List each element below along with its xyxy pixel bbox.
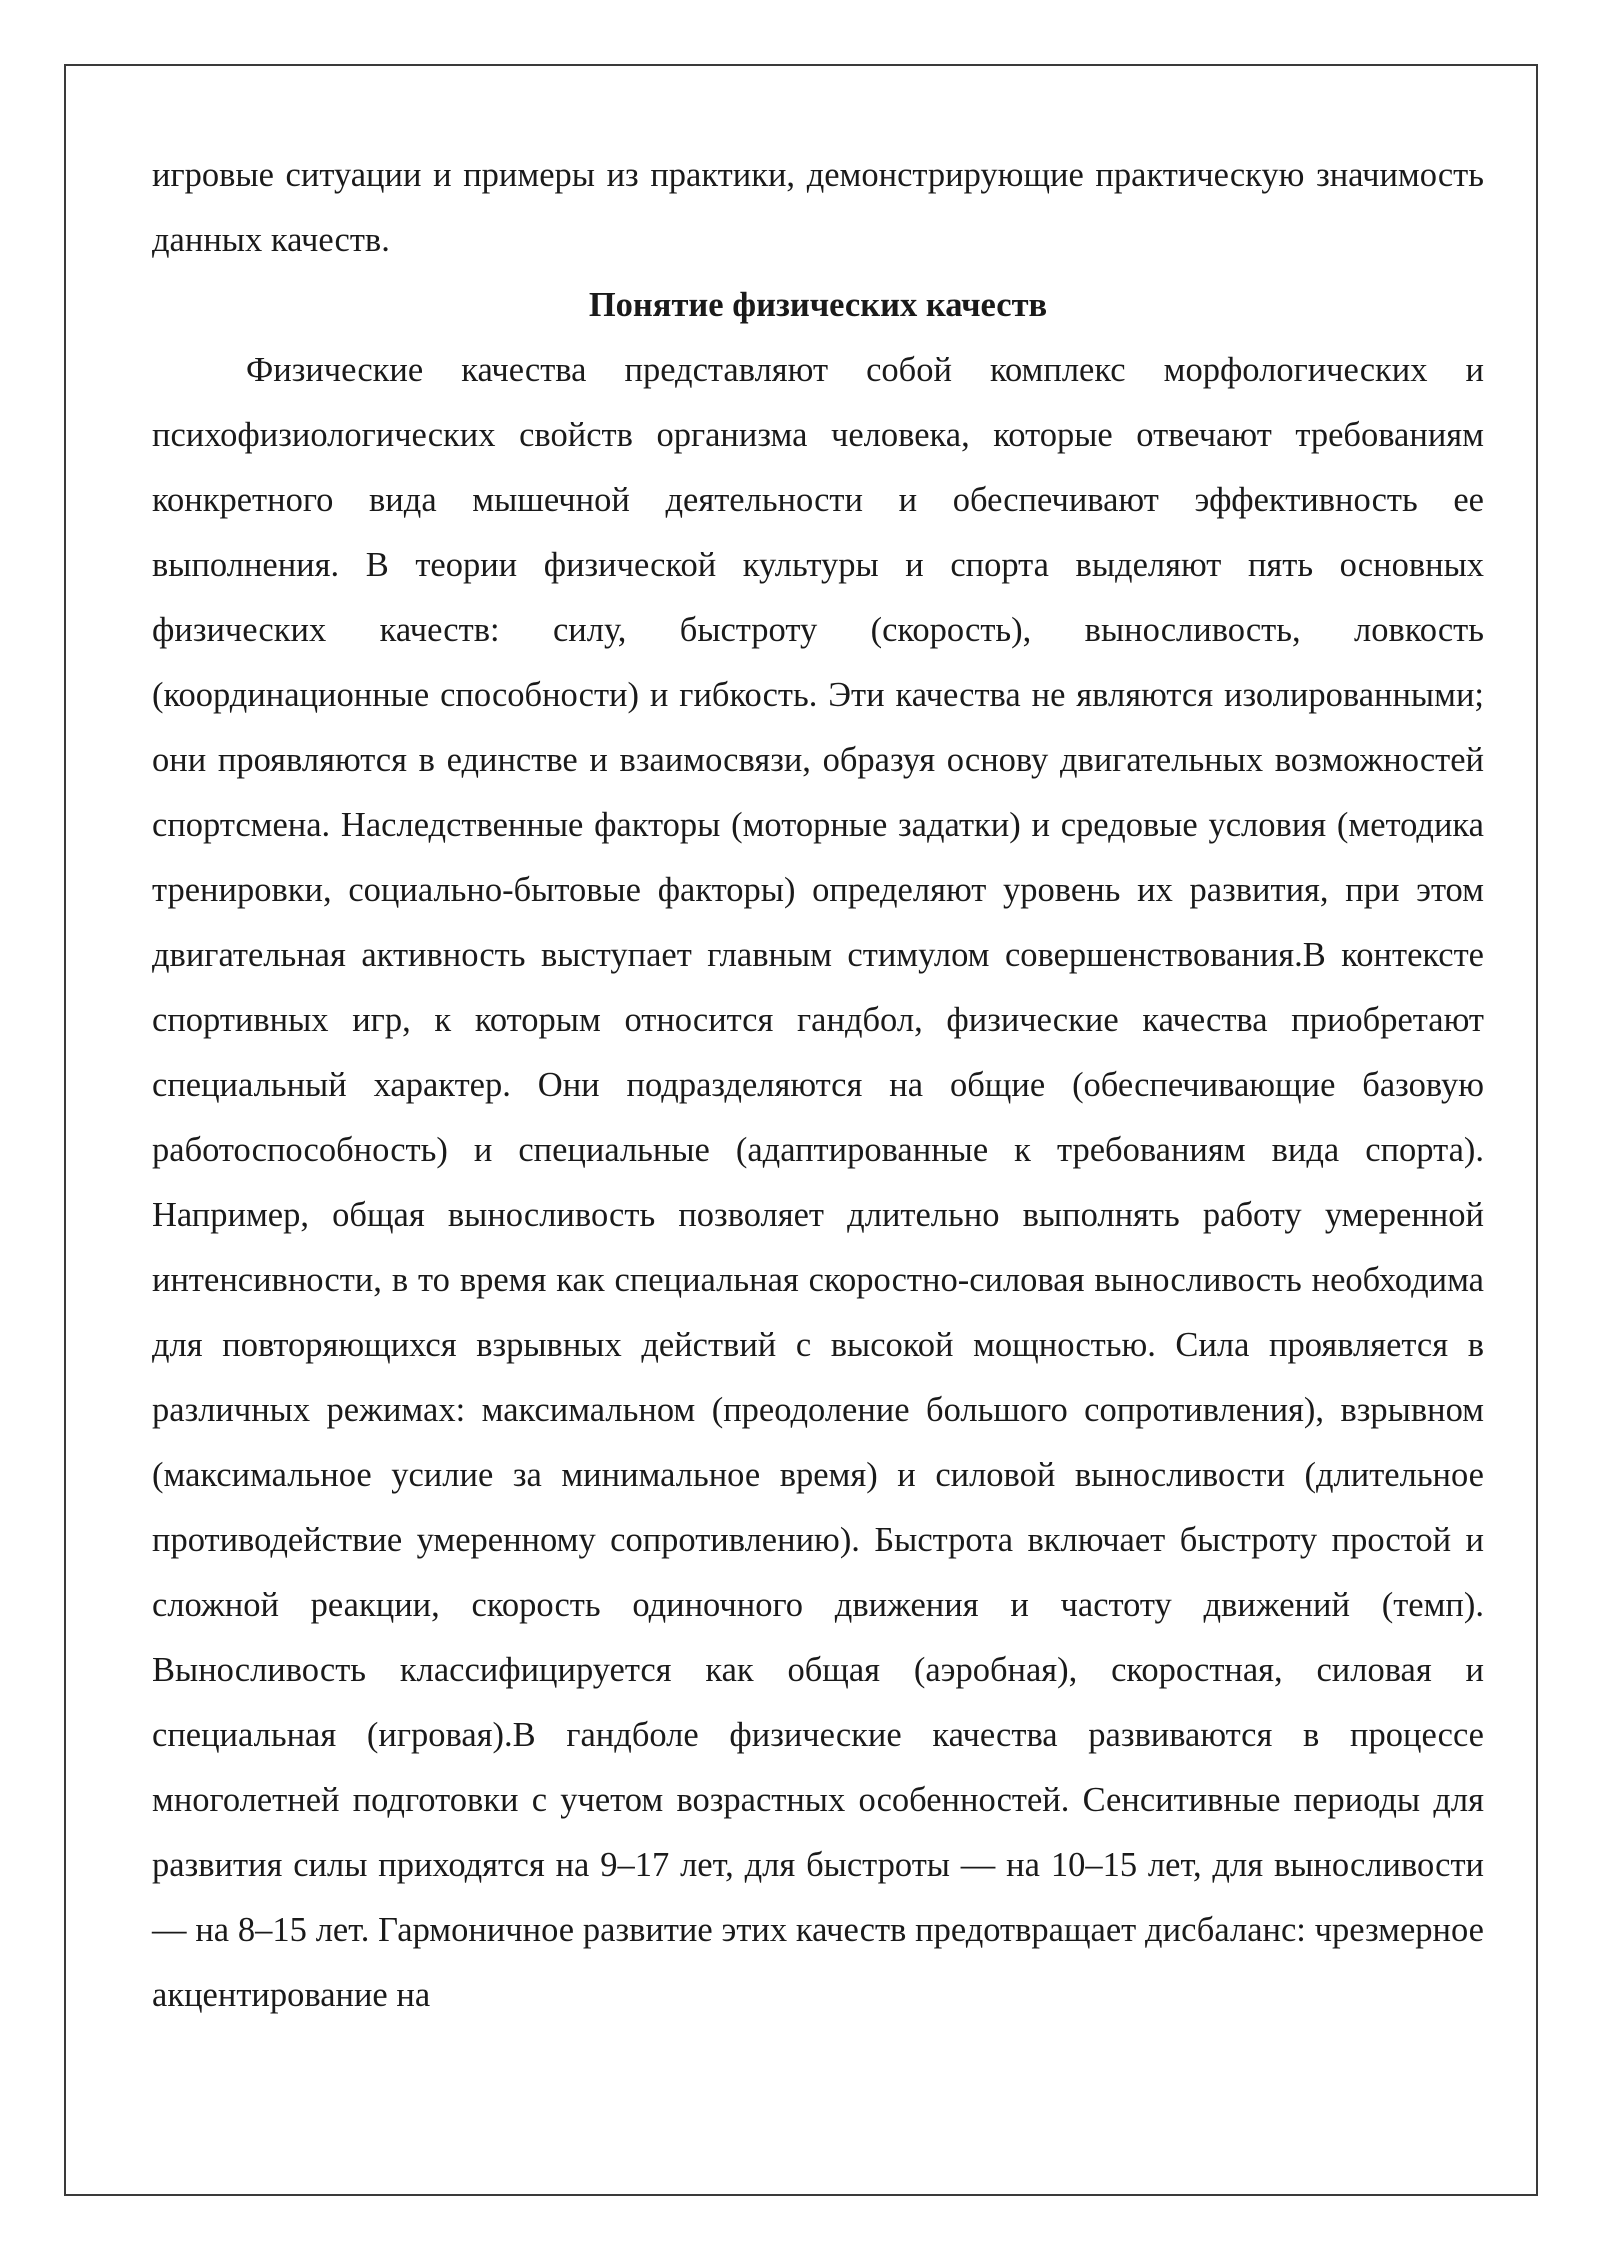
body-paragraph: Физические качества представляют собой комплекс морфологических и психофизиологических свойств организма человека, которые отвечают требованиям конкретного вида мышечной деятельности и обеспечивают эффективность ее выполнения. В теории физической культуры и спорта выделяют пять основных физических качеств: силу, быстроту (скорость), выносливость, ловкость (координационные способности) и гибкость. Эти качества не являются изолированными; они проявляются в единстве и взаимосвязи, образуя основу двигательных возможностей спортсмена. Наследственные факторы (моторные задатки) и средовые условия (методика тренировки, социально-бытовые факторы) определяют уровень их развития, при этом двигательная активность выступает главным стимулом совершенствования.В контексте спортивных игр, к которым относится гандбол, физические качества приобретают специальный характер. Они подразделяются на общие (обеспечивающие базовую работоспособность) и специальные (адаптированные к требованиям вида спорта). Например, общая выносливость позволяет длительно выполнять работу умеренной интенсивности, в то время как специальная скоростно-силовая выносливость необходима для повторяющихся взрывных действий с высокой мощностью. Сила проявляется в различных режимах: максимальном (преодоление большого сопротивления), взрывном (максимальное усилие за минимальное время) и силовой выносливости (длительное противодействие умеренному сопротивлению). Быстрота включает быстроту простой и сложной реакции, скорость одиночного движения и частоту движений (темп). Выносливость классифицируется как общая (аэробная), скоростная, силовая и специальная (игровая).В гандболе физические качества развиваются в процессе многолетней подготовки с учетом возрастных особенностей. Сенситивные периоды для развития силы приходятся на 9–17 лет, для быстроты — на 10–15 лет, для выносливости — на 8–15 лет. Гармоничное развитие этих качеств предотвращает дисбаланс: чрезмерное акцентирование на xyxy=(152,351,1484,2014)
document-body xyxy=(152,143,1484,2028)
section-heading: Понятие физических качеств xyxy=(588,286,1048,324)
intro-paragraph: игровые ситуации и примеры из практики, демонстрирующие практическую значимость данных качеств. xyxy=(152,156,1484,259)
